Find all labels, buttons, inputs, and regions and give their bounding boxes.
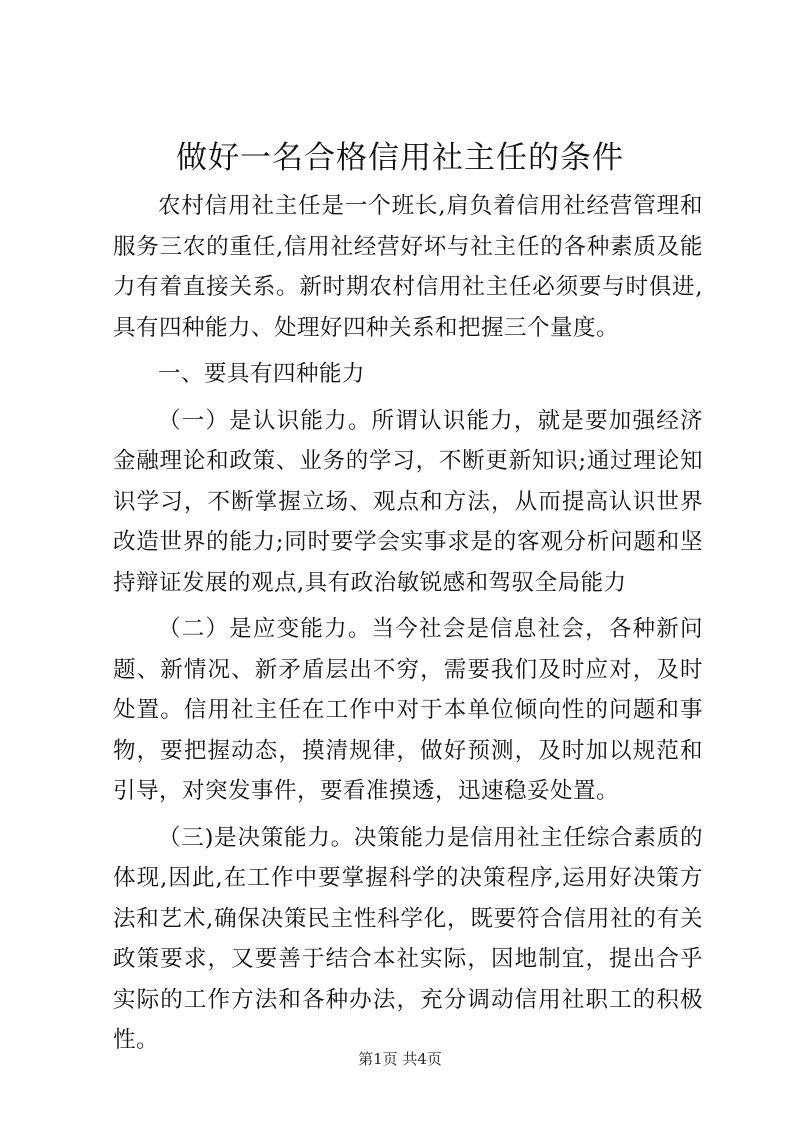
section-heading: 一、要具有四种能力 [158, 361, 366, 387]
paragraph-recognition-ability: （一）是认识能力。所谓认识能力，就是要加强经济金融理论和政策、业务的学习，不断更新知识;通过理论知识学习，不断掌握立场、观点和方法，从而提高认识世界改造世界的能力;同时要学会实事求是的客观分析问题和坚持辩证发展的观点,具有政治敏锐感和驾驭全局能力 [113, 407, 703, 596]
paragraph-adaptability: （二）是应变能力。当今社会是信息社会，各种新问题、新情况、新矛盾层出不穷，需要我们及时应对，及时处置。信用社主任在工作中对于本单位倾向性的问题和事物，要把握动态，摸清规律，做好预测，及时加以规范和引导，对突发事件，要看准摸透，迅速稳妥处置。 [113, 616, 703, 804]
document-body [113, 186, 703, 1061]
paragraph-decision-ability: （三)是决策能力。决策能力是信用社主任综合素质的体现,因此,在工作中要掌握科学的决策程序,运用好决策方法和艺术,确保决策民主性科学化，既要符合信用社的有关政策要求，又要善于结合本社实际，因地制宜，提出合乎实际的工作方法和各种办法，充分调动信用社职工的积极性。 [113, 824, 703, 1053]
intro-paragraph: 农村信用社主任是一个班长,肩负着信用社经营管理和服务三农的重任,信用社经营好坏与社主任的各种素质及能力有着直接关系。新时期农村信用社主任必须要与时俱进,具有四种能力、处理好四种关系和把握三个量度。 [113, 193, 703, 341]
page-number: 第1页 共4页 [358, 1050, 442, 1068]
document-title: 做好一名合格信用社主任的条件 [176, 140, 624, 176]
